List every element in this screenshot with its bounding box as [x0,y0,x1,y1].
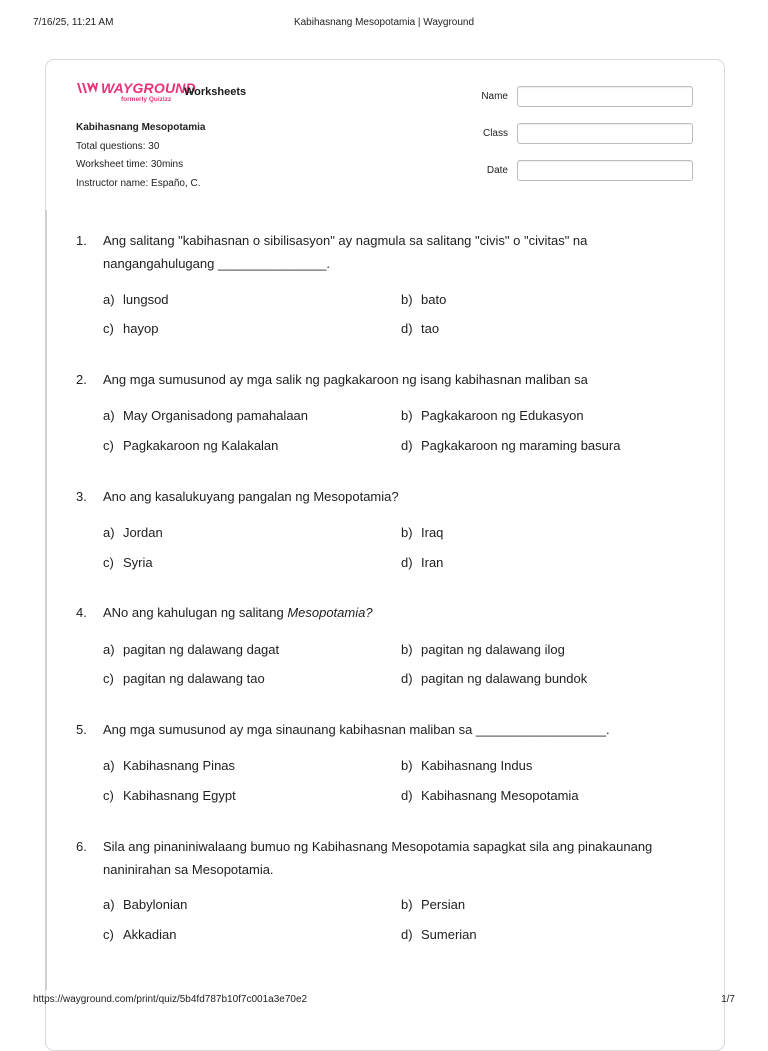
option-c [103,788,236,803]
option-b [401,408,584,423]
option-text: Babylonian [123,897,188,912]
logo-subtitle: formerly Quizizz [121,96,172,103]
question-number: 5. [76,722,87,737]
question-text-line: nangangahulugang _______________. [103,255,331,271]
print-header [33,17,735,31]
question-text-line: Ang salitang "kabihasnan o sibilisasyon" ay nagmula sa salitang "civis" o "civitas" na [103,233,588,248]
option-d [401,321,439,336]
option-text: Akkadian [123,927,177,942]
option-text: Pagkakaroon ng Edukasyon [421,408,584,423]
question-2 [76,369,676,392]
option-b [401,292,446,307]
option-text: Kabihasnang Egypt [123,788,236,803]
option-letter: d) [401,555,413,570]
option-text: lungsod [123,292,169,307]
worksheet-time: Worksheet time: 30mins [76,159,184,170]
option-b [401,758,532,773]
question-text [103,719,676,742]
option-letter: b) [401,758,413,773]
option-b [401,897,465,912]
question-text-line: naninirahan sa Mesopotamia. [103,861,274,877]
option-text: pagitan ng dalawang tao [123,671,265,686]
option-letter: d) [401,321,413,336]
option-text: bato [421,292,447,307]
class-label: Class [482,128,508,139]
question-number: 2. [76,372,87,387]
option-letter: c) [103,321,114,336]
worksheet-meta [76,119,205,193]
option-letter: c) [103,555,114,570]
option-d [401,927,477,942]
question-number: 4. [76,605,87,620]
question-text-line: Sila ang pinaniniwalaang bumuo ng Kabihasnang Mesopotamia sapagkat sila ang pinakaunang [103,839,653,854]
option-letter: d) [401,927,413,942]
date-label: Date [486,165,508,176]
option-c [103,671,265,686]
question-3 [76,486,676,509]
option-letter: a) [103,292,115,307]
option-text: Pagkakaroon ng maraming basura [421,438,621,453]
option-text: tao [421,321,440,336]
option-letter: d) [401,438,413,453]
option-letter: b) [401,408,413,423]
option-a [103,292,169,307]
option-d [401,788,579,803]
option-letter: a) [103,897,115,912]
question-text-line: Ang mga sumusunod ay mga salik ng pagkakaroon ng isang kabihasnan maliban sa [103,372,588,387]
print-page-title: Kabihasnang Mesopotamia | Wayground [293,17,475,28]
option-a [103,758,235,773]
option-text: pagitan ng dalawang ilog [421,642,565,657]
logo-wordmark: WAYGROUND [101,80,196,96]
name-field[interactable] [517,86,693,107]
question-text-line: ANo ang kahulugan ng salitang [103,605,288,620]
section-label: Worksheets [184,86,247,98]
question-number: 3. [76,489,87,504]
wayground-logo-icon [76,81,98,95]
option-letter: c) [103,438,114,453]
option-letter: b) [401,897,413,912]
option-letter: a) [103,758,115,773]
option-letter: d) [401,671,413,686]
option-letter: b) [401,292,413,307]
total-questions: Total questions: 30 [76,140,160,152]
option-letter: a) [103,525,115,540]
option-d [401,555,443,570]
question-number: 1. [76,233,87,248]
option-text: Jordan [123,525,163,540]
option-text: Iraq [421,525,444,540]
option-text: Iran [421,555,444,570]
option-letter: b) [401,642,413,657]
option-text: pagitan ng dalawang dagat [123,642,280,657]
question-6 [76,836,676,881]
question-text [103,230,676,275]
option-c [103,321,158,336]
option-text: Persian [421,897,466,912]
print-footer [33,994,735,1008]
option-letter: b) [401,525,413,540]
option-letter: a) [103,642,115,657]
option-text: hayop [123,321,159,336]
option-text: May Organisadong pamahalaan [123,408,309,423]
print-page-number: 1/7 [721,994,735,1005]
question-4 [76,602,676,625]
option-a [103,525,163,540]
option-a [103,897,187,912]
question-1 [76,230,676,275]
option-d [401,671,587,686]
option-letter: a) [103,408,115,423]
question-text [103,369,676,392]
option-text: pagitan ng dalawang bundok [421,671,588,686]
date-field[interactable] [517,160,693,181]
question-number: 6. [76,839,87,854]
option-letter: c) [103,788,114,803]
option-text: Syria [123,555,153,570]
option-text: Sumerian [421,927,477,942]
option-text: Kabihasnang Mesopotamia [421,788,579,803]
print-url: https://wayground.com/print/quiz/5b4fd787b10f7c001a3e70e2 [33,994,308,1005]
option-c [103,438,278,453]
name-label: Name [481,91,508,102]
option-d [401,438,620,453]
option-a [103,408,308,423]
option-a [103,642,279,657]
class-field[interactable] [517,123,693,144]
option-b [401,642,565,657]
question-text [103,602,676,625]
question-text-line: Ano ang kasalukuyang pangalan ng Mesopotamia? [103,489,399,504]
option-letter: c) [103,671,114,686]
option-text: Kabihasnang Pinas [123,758,236,773]
option-c [103,555,153,570]
option-letter: d) [401,788,413,803]
question-text [103,836,676,881]
worksheet-title: Kabihasnang Mesopotamia [76,122,206,133]
wayground-logo [76,80,196,103]
question-text-italic: Mesopotamia? [287,605,373,620]
question-5 [76,719,676,742]
instructor-name: Instructor name: Españo, C. [76,177,201,189]
option-letter: c) [103,927,114,942]
print-timestamp: 7/16/25, 11:21 AM [33,17,114,28]
option-text: Pagkakaroon ng Kalakalan [123,438,279,453]
question-text [103,486,676,509]
question-text-line: Ang mga sumusunod ay mga sinaunang kabihasnan maliban sa __________________. [103,722,610,737]
option-text: Kabihasnang Indus [421,758,533,773]
option-b [401,525,443,540]
option-c [103,927,176,942]
sheet-edge-divider [45,210,47,990]
